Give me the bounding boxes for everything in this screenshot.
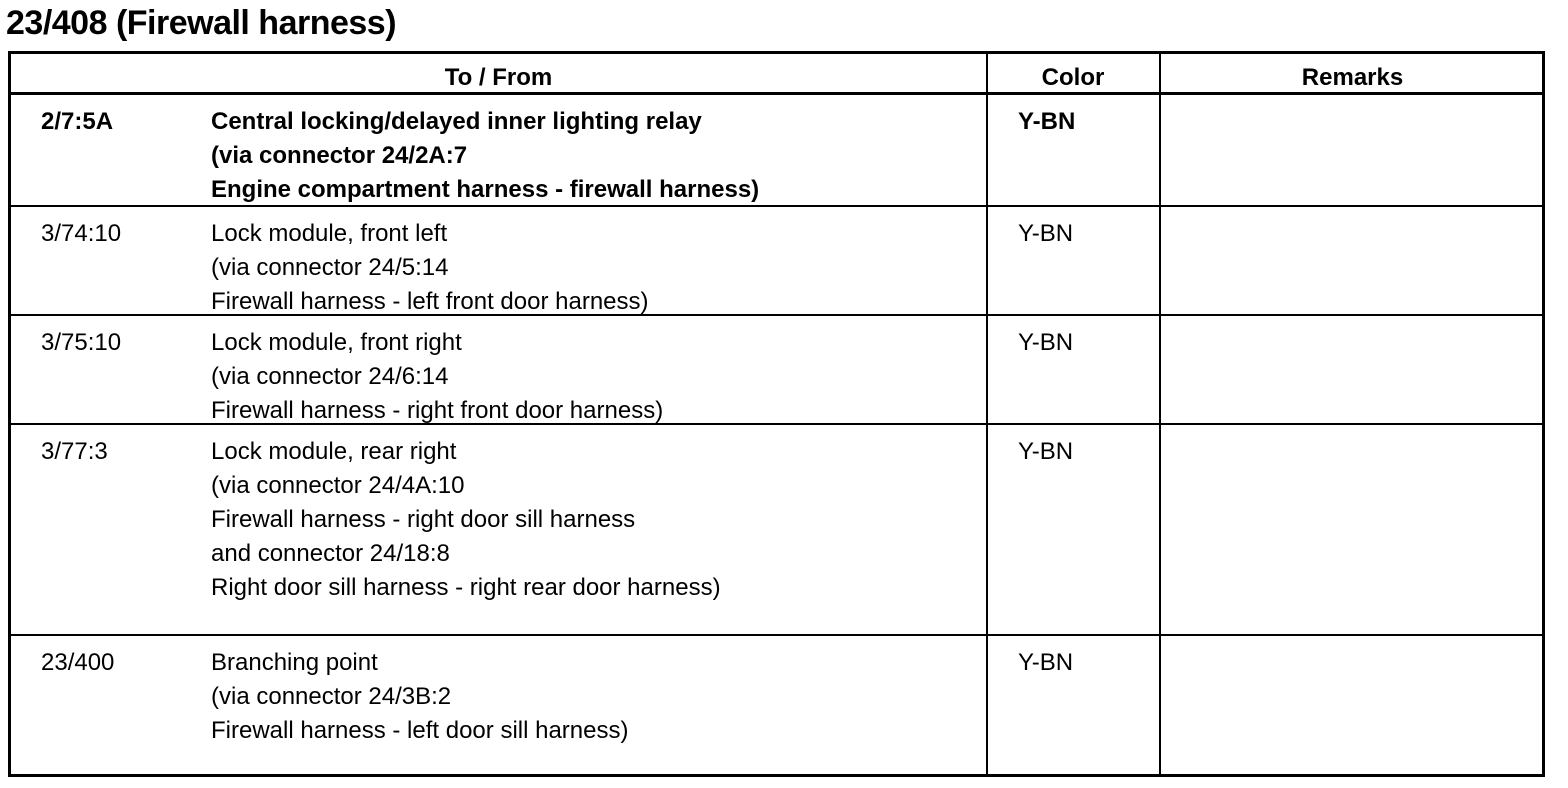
row-description (211, 105, 981, 207)
table-row (11, 316, 1542, 425)
document-title: 23/408 (Firewall harness) (6, 4, 397, 42)
table-row (11, 95, 1542, 207)
description-line: Firewall harness - right door sill harness (211, 506, 636, 533)
description-line: Firewall harness - left door sill harness) (211, 717, 629, 744)
description-line: (via connector 24/4A:10 (211, 472, 465, 499)
row-wire-color: Y-BN (1018, 649, 1074, 676)
row-description (211, 217, 981, 319)
row-wire-color: Y-BN (1018, 108, 1076, 135)
row-description (211, 646, 981, 748)
row-wire-color: Y-BN (1018, 220, 1074, 247)
row-connection-id: 3/77:3 (41, 438, 108, 465)
table-row (11, 636, 1542, 777)
row-description (211, 326, 981, 428)
row-connection-id: 2/7:5A (41, 108, 114, 135)
description-line: Firewall harness - left front door harness) (211, 288, 649, 315)
row-connection-id: 3/74:10 (41, 220, 122, 247)
description-line: (via connector 24/6:14 (211, 363, 449, 390)
description-line: Lock module, rear right (211, 438, 457, 465)
description-line: Branching point (211, 649, 378, 676)
description-line: Lock module, front right (211, 329, 462, 356)
table-row (11, 207, 1542, 316)
description-line: Right door sill harness - right rear door harness) (211, 574, 721, 601)
wiring-table (8, 51, 1545, 777)
description-line: Firewall harness - right front door harness) (211, 397, 664, 424)
table-row (11, 425, 1542, 636)
description-line: (via connector 24/2A:7 (211, 142, 468, 169)
row-connection-id: 3/75:10 (41, 329, 122, 356)
header-remarks: Remarks (1301, 64, 1404, 91)
description-line: Central locking/delayed inner lighting relay (211, 108, 702, 135)
description-line: (via connector 24/3B:2 (211, 683, 452, 710)
header-color: Color (1041, 64, 1105, 91)
description-line: Engine compartment harness - firewall harness) (211, 176, 760, 203)
row-wire-color: Y-BN (1018, 329, 1074, 356)
row-description (211, 435, 981, 605)
description-line: and connector 24/18:8 (211, 540, 450, 567)
table-header-row (11, 54, 1542, 95)
row-wire-color: Y-BN (1018, 438, 1074, 465)
description-line: (via connector 24/5:14 (211, 254, 449, 281)
description-line: Lock module, front left (211, 220, 448, 247)
row-connection-id: 23/400 (41, 649, 115, 676)
header-to-from: To / From (444, 64, 553, 91)
